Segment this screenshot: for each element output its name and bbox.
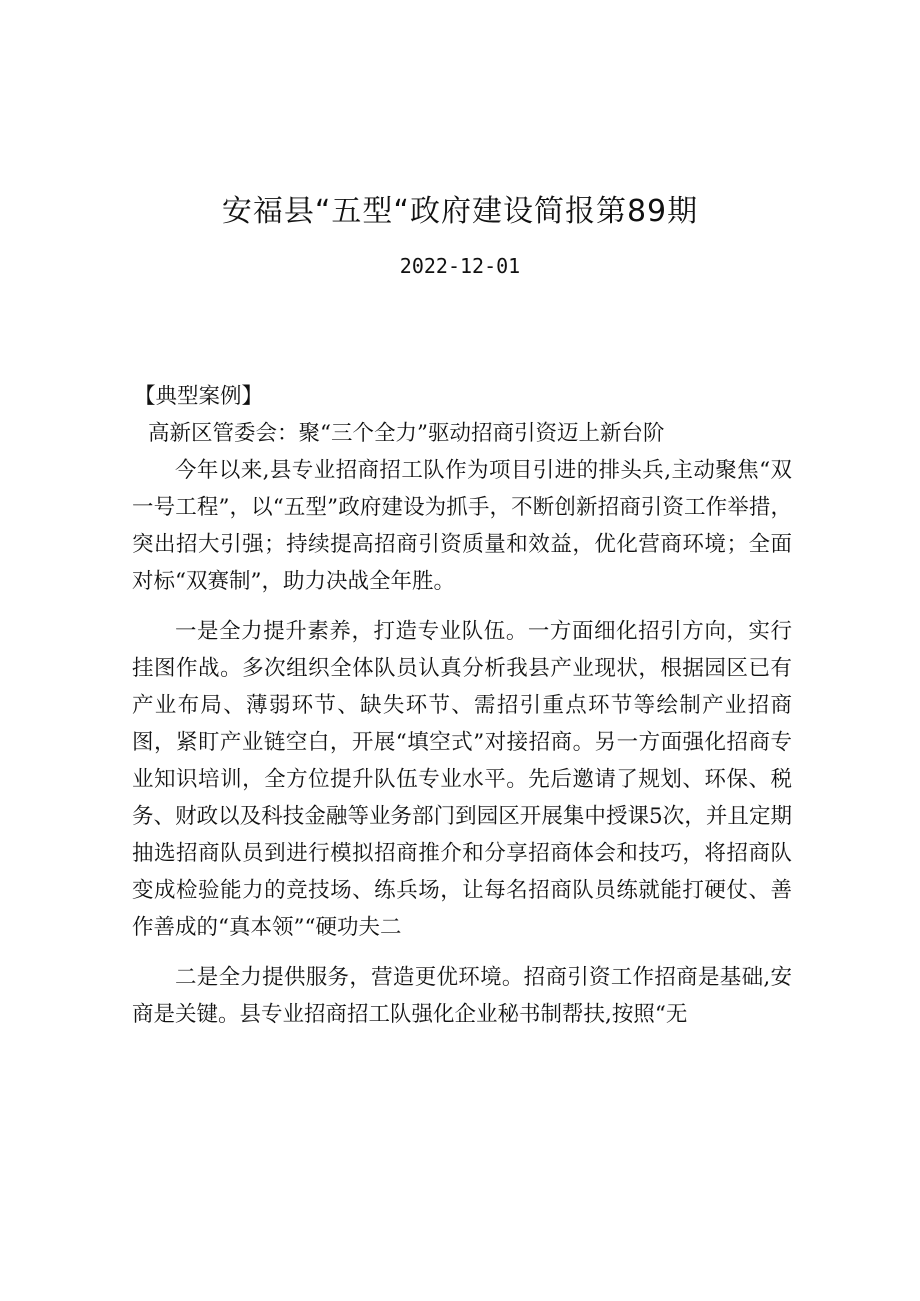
section-tag: 【典型案例】 [134, 384, 264, 409]
document-title: 安福县“五型“政府建设简报第89期 [221, 194, 699, 229]
paragraph-intro: 今年以来,县专业招商招工队作为项目引进的排头兵,主动聚焦“双一号工程”，以“五型”政府建设为抓手，不断创新招商引资工作举措，突出招大引强；持续提高招商引资质量和效益，优化营商环境；全面对标“双赛制”，助力决战全年胜。 [132, 458, 792, 594]
article-subheading: 高新区管委会：聚“三个全力”驱动招商引资迈上新台阶 [148, 421, 665, 446]
paragraph-point-one: 一是全力提升素养，打造专业队伍。一方面细化招引方向，实行挂图作战。多次组织全体队员认真分析我县产业现状，根据园区已有产业布局、薄弱环节、缺失环节、需招引重点环节等绘制产业招商图，紧盯产业链空白，开展“填空式”对接招商。另一方面强化招商专业知识培训，全方位提升队伍专业水平。先后邀请了规划、环保、税务、财政以及科技金融等业务部门到园区开展集中授课5次，并且定期抽选招商队员到进行模拟招商推介和分享招商体会和技巧，将招商队变成检验能力的竞技场、练兵场，让每名招商队员练就能打硬仗、善作善成的“真本领”“硬功夫二 [132, 619, 792, 940]
document-body [132, 378, 792, 1033]
document-date: 2022-12-01 [399, 254, 521, 278]
paragraph-point-two: 二是全力提供服务，营造更优环境。招商引资工作招商是基础,安商是关键。县专业招商招工队强化企业秘书制帮扶,按照“无 [132, 965, 792, 1027]
